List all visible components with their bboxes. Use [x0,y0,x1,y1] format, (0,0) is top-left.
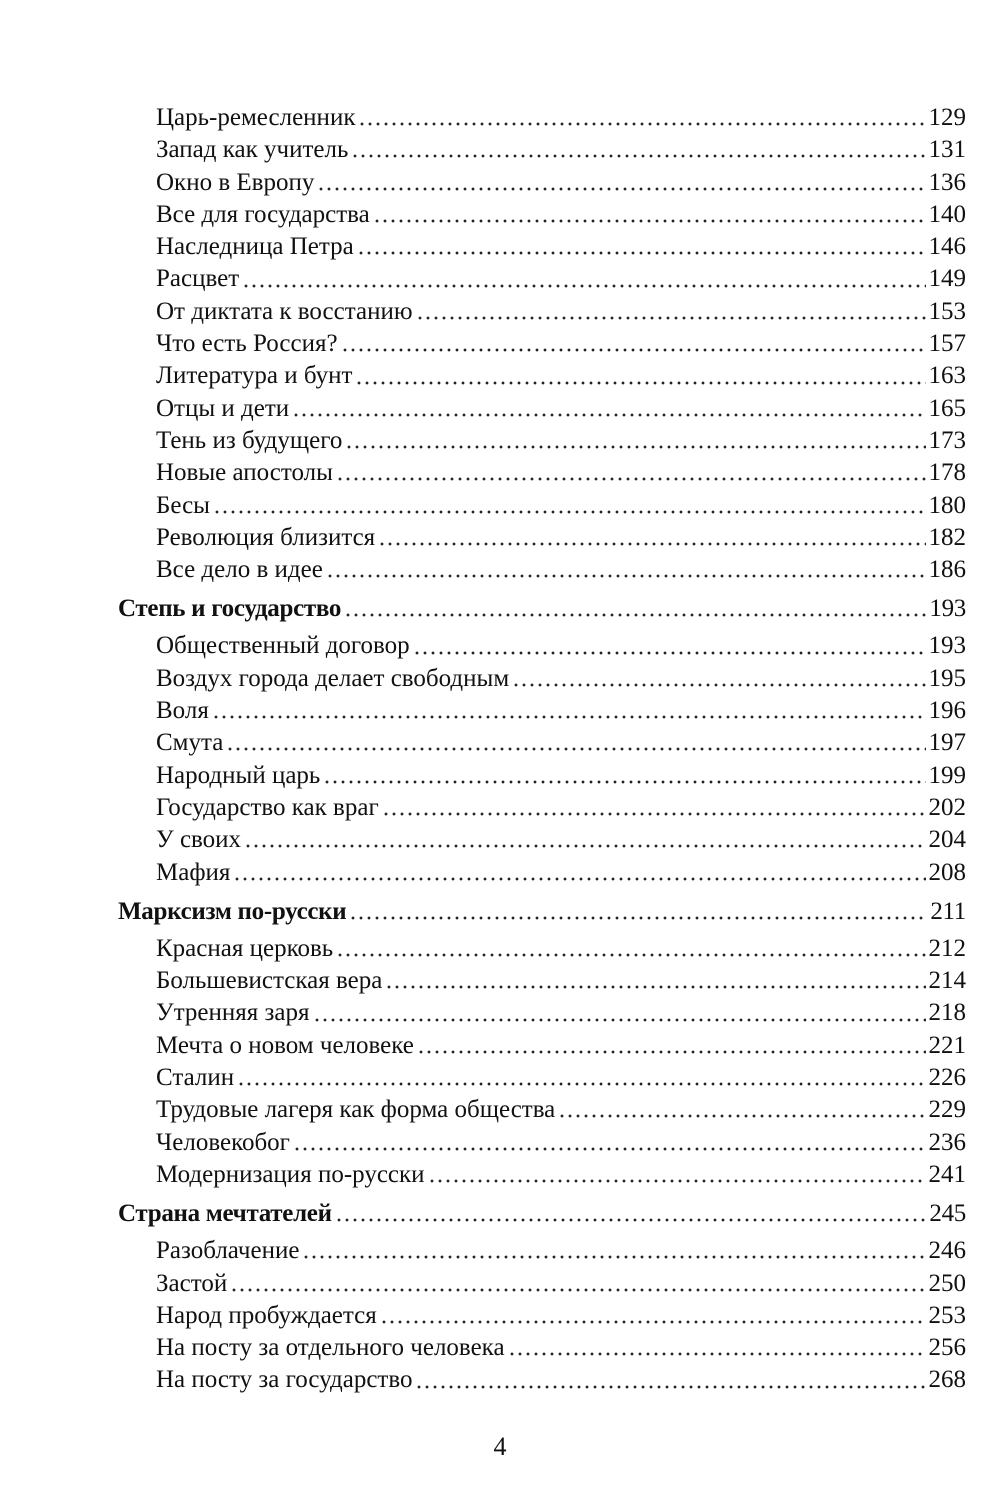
toc-entry [118,102,966,134]
toc-entry-page: 241 [928,1160,966,1188]
toc-entry-title: От диктата к восстанию [156,297,413,325]
toc-entry-title: Мафия [156,858,231,886]
dot-leader [345,444,925,450]
toc-entry [118,1127,966,1159]
toc-entry [118,997,966,1029]
toc-section-entry [118,1197,966,1231]
toc-entry-page: 131 [928,136,966,164]
toc-entry [118,296,966,328]
toc-entry-title: Что есть Россия? [156,330,338,358]
dot-leader [293,1146,926,1152]
dot-leader [415,1384,925,1390]
toc-entry-page: 173 [928,426,966,454]
toc-entry [118,933,966,965]
dot-leader [237,1081,925,1087]
toc-entry-title: Человекобог [156,1128,290,1156]
toc-entry-page: 153 [928,297,966,325]
toc-entry [118,554,966,586]
dot-leader [380,1319,926,1325]
toc-entry-title: Литература и бунт [156,362,353,390]
toc-section-entry [118,895,966,929]
toc-entry-title: Разоблачение [156,1237,300,1265]
dot-leader [413,650,926,656]
toc-entry [118,263,966,295]
toc-entry [118,1030,966,1062]
toc-entry-page: 157 [928,330,966,358]
toc-entry-title: Отцы и дети [156,394,290,422]
toc-entry-title: Трудовые лагеря как форма общества [156,1096,556,1124]
dot-leader [378,541,925,547]
toc-entry [118,727,966,759]
toc-entry [118,490,966,522]
dot-leader [341,347,926,353]
toc-entry-title: Мечта о новом человеке [156,1031,414,1059]
toc-entry-page: 193 [928,632,966,660]
toc-entry [118,1094,966,1126]
toc-entry-title: Народный царь [156,761,321,789]
toc-entry [118,360,966,392]
toc-entry-title: Воздух города делает свободным [156,664,510,692]
dot-leader [351,153,925,159]
toc-entry [118,1268,966,1300]
toc-entry-title: Степь и государство [118,595,342,623]
toc-entry [118,231,966,263]
toc-entry [118,857,966,889]
toc-entry-title: Расцвет [156,265,240,293]
toc-entry-page: 180 [928,491,966,519]
toc-entry-page: 221 [928,1031,966,1059]
toc-entry-page: 178 [928,459,966,487]
toc-entry [118,792,966,824]
toc-entry-title: Тень из будущего [156,426,343,454]
toc-entry [118,393,966,425]
dot-leader [336,476,926,482]
toc-entry-page: 212 [928,934,966,962]
toc-entry-title: Революция близится [156,523,376,551]
toc-entry-page: 193 [929,595,966,623]
toc-entry-page: 186 [928,556,966,584]
toc-entry-title: Воля [156,697,209,725]
toc-entry [118,134,966,166]
toc-entry [118,760,966,792]
toc-entry [118,425,966,457]
toc-section-entry [118,592,966,626]
toc-entry-page: 204 [928,826,966,854]
toc-entry-title: Царь-ремесленник [156,104,356,131]
dot-leader [230,1287,925,1293]
dot-leader [302,1254,925,1260]
dot-leader [323,779,925,785]
toc-entry-title: У своих [156,826,242,854]
toc-entry-page: 195 [928,664,966,692]
toc-entry-page: 140 [928,200,966,228]
dot-leader [335,1217,927,1223]
dot-leader [382,811,926,817]
toc-entry [118,1300,966,1332]
toc-entry-title: Смута [156,729,224,757]
toc-entry [118,1364,966,1396]
toc-entry-page: 163 [928,362,966,390]
toc-entry-page: 250 [928,1269,966,1297]
toc-entry-page: 236 [928,1128,966,1156]
toc-entry-page: 208 [928,858,966,886]
toc-entry [118,1159,966,1191]
toc-entry-title: Утренняя заря [156,999,310,1027]
toc-entry-page: 196 [928,697,966,725]
toc-entry-title: Общественный договор [156,632,410,660]
dot-leader [336,952,925,958]
toc-entry-page: 136 [928,168,966,196]
toc-entry-page: 211 [930,897,966,925]
toc-entry [118,663,966,695]
toc-entry-page: 146 [928,233,966,261]
toc-entry-page: 253 [928,1301,966,1329]
toc-entry [118,695,966,727]
toc-entry-page: 214 [928,967,966,995]
toc-entry-title: Большевистская вера [156,967,383,995]
toc-entry [118,1235,966,1267]
dot-leader [512,682,925,688]
toc-entry-page: 199 [928,761,966,789]
page-number: 4 [493,1432,507,1461]
toc-entry-title: Государство как враг [156,793,379,821]
toc-entry-title: Все дело в идее [156,556,323,584]
toc-entry-page: 129 [928,104,966,131]
toc-entry [118,1332,966,1364]
toc-entry-title: На посту за отдельного человека [156,1334,505,1362]
toc-entry-title: Наследница Петра [156,233,354,261]
dot-leader [373,218,926,224]
dot-leader [212,714,926,720]
table-of-contents [118,102,966,1397]
toc-entry-title: Окно в Европу [156,168,315,196]
dot-leader [428,1178,926,1184]
dot-leader [317,186,925,192]
dot-leader [358,121,925,127]
toc-entry-page: 229 [928,1096,966,1124]
toc-entry [118,1062,966,1094]
toc-entry-page: 268 [928,1366,966,1394]
dot-leader [313,1017,926,1023]
dot-leader [326,573,926,579]
dot-leader [292,412,925,418]
dot-leader [508,1351,926,1357]
toc-entry-page: 256 [928,1334,966,1362]
toc-entry-title: На посту за государство [156,1366,413,1394]
toc-entry-page: 197 [928,729,966,757]
toc-entry [118,167,966,199]
dot-leader [242,283,925,289]
toc-entry-page: 149 [928,265,966,293]
toc-entry [118,199,966,231]
toc-entry-title: Запад как учитель [156,136,349,164]
dot-leader [213,509,926,515]
toc-entry-title: Сталин [156,1064,235,1092]
dot-leader [355,380,925,386]
dot-leader [233,876,925,882]
toc-entry-title: Марксизм по-русски [118,897,347,925]
toc-entry-page: 165 [928,394,966,422]
dot-leader [417,1049,926,1055]
toc-entry-title: Народ пробуждается [156,1301,377,1329]
toc-entry-title: Застой [156,1269,228,1297]
toc-entry-page: 218 [928,999,966,1027]
toc-entry-page: 245 [929,1200,966,1228]
toc-entry-page: 182 [928,523,966,551]
dot-leader [416,315,926,321]
dot-leader [357,250,926,256]
toc-entry-title: Бесы [156,491,210,519]
toc-entry-title: Новые апостолы [156,459,333,487]
toc-entry-page: 226 [928,1064,966,1092]
dot-leader [558,1113,925,1119]
dot-leader [349,915,927,921]
toc-entry-title: Модернизация по-русски [156,1160,425,1188]
toc-entry-title: Красная церковь [156,934,334,962]
dot-leader [344,612,926,618]
toc-entry [118,328,966,360]
toc-entry [118,457,966,489]
toc-entry-page: 202 [928,793,966,821]
toc-entry [118,630,966,662]
toc-entry-title: Все для государства [156,200,370,228]
toc-entry-title: Страна мечтателей [118,1200,332,1228]
toc-entry [118,824,966,856]
toc-entry [118,965,966,997]
dot-leader [385,984,925,990]
toc-entry [118,522,966,554]
dot-leader [226,746,925,752]
toc-entry-page: 246 [928,1237,966,1265]
dot-leader [244,843,925,849]
